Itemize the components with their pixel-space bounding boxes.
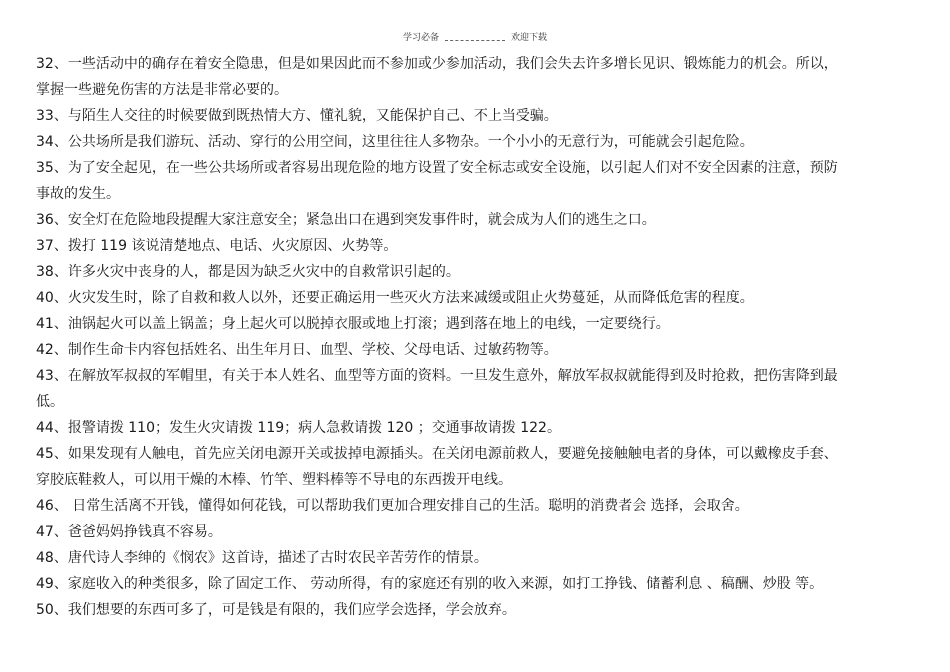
text-line: 事故的发生。	[36, 186, 120, 202]
text-line: 43、在解放军叔叔的军帽里，有关于本人姓名、血型等方面的资料。一旦发生意外，解放军叔叔就能得到及时抢救，把伤害降到最	[36, 368, 838, 384]
text-line: 40、火灾发生时，除了自救和救人以外，还要正确运用一些灭火方法来减缓或阻止火势蔓延，从而降低危害的程度。	[36, 290, 754, 306]
text-line: 穿胶底鞋救人，可以用干燥的木棒、竹竿、塑料棒等不导电的东西拨开电线。	[36, 472, 512, 488]
text-line: 36、安全灯在危险地段提醒大家注意安全；紧急出口在遇到突发事件时，就会成为人们的逃生之口。	[36, 212, 656, 228]
text-line: 47、爸爸妈妈挣钱真不容易。	[36, 524, 222, 540]
text-line: 42、制作生命卡内容包括姓名、出生年月日、血型、学校、父母电话、过敏药物等。	[36, 342, 558, 358]
document-body	[36, 51, 916, 623]
text-line: 46、 日常生活离不开钱，懂得如何花钱，可以帮助我们更加合理安排自己的生活。聪明的消费者会 选择，会取舍。	[36, 498, 749, 514]
text-line: 49、家庭收入的种类很多，除了固定工作、 劳动所得，有的家庭还有别的收入来源，如打工挣钱、储蓄利息 、稿酬、炒股 等。	[36, 576, 824, 592]
header-right-text: 欢迎下载	[511, 33, 548, 43]
page-header	[0, 30, 950, 43]
text-line: 低。	[36, 394, 64, 410]
header-separator	[445, 40, 505, 41]
text-line: 34、公共场所是我们游玩、活动、穿行的公用空间，这里往往人多物杂。一个小小的无意行为，可能就会引起危险。	[36, 134, 754, 150]
header-left-text: 学习必备	[402, 33, 439, 43]
text-line: 38、许多火灾中丧身的人，都是因为缺乏火灾中的自救常识引起的。	[36, 264, 460, 280]
text-line: 32、一些活动中的确存在着安全隐患，但是如果因此而不参加或少参加活动，我们会失去许多增长见识、锻炼能力的机会。所以，	[36, 56, 838, 72]
text-line: 41、油锅起火可以盖上锅盖；身上起火可以脱掉衣服或地上打滚；遇到落在地上的电线，一定要绕行。	[36, 316, 670, 332]
text-line: 44、报警请拨 110；发生火灾请拨 119；病人急救请拨 120 ；交通事故请拨 122。	[36, 420, 561, 436]
text-line: 45、如果发现有人触电，首先应关闭电源开关或拔掉电源插头。在关闭电源前救人，要避免接触触电者的身体，可以戴橡皮手套、	[36, 446, 838, 462]
text-line: 掌握一些避免伤害的方法是非常必要的。	[36, 82, 288, 98]
text-line: 48、唐代诗人李绅的《悯农》这首诗，描述了古时农民辛苦劳作的情景。	[36, 550, 488, 566]
text-line: 33、与陌生人交往的时候要做到既热情大方、懂礼貌，又能保护自己、不上当受骗。	[36, 108, 558, 124]
text-line: 37、拨打 119 该说清楚地点、电话、火灾原因、火势等。	[36, 238, 398, 254]
text-line: 35、为了安全起见，在一些公共场所或者容易出现危险的地方设置了安全标志或安全设施，以引起人们对不安全因素的注意，预防	[36, 160, 838, 176]
text-line: 50、我们想要的东西可多了，可是钱是有限的，我们应学会选择，学会放弃。	[36, 602, 516, 618]
